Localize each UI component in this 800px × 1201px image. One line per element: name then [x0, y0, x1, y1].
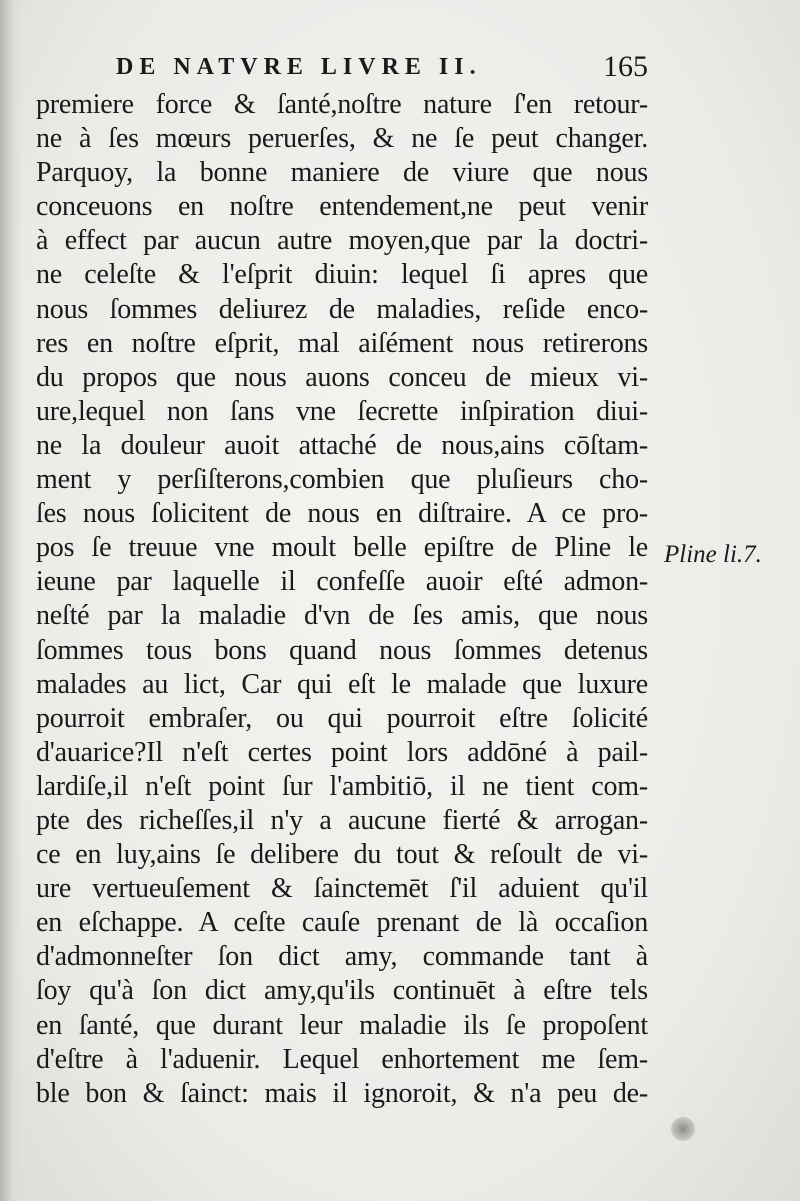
text-line: malades au lict, Car qui eſt le malade que luxure — [36, 668, 648, 700]
page-number: 165 — [603, 50, 648, 83]
text-line: conceuons en noſtre entendement,ne peut venir — [36, 191, 648, 223]
text-line: premiere force & ſanté,noſtre nature ſ'en retour- — [36, 89, 648, 120]
text-line: ce en luy,ains ſe delibere du tout & reſoult de vi- — [36, 839, 648, 871]
text-line: nous ſommes deliurez de maladies, reſide enco- — [36, 293, 648, 325]
text-line: ne à ſes mœurs peruerſes, & ne ſe peut changer. — [36, 123, 648, 155]
text-line: ment y perſiſterons,combien que pluſieurs cho- — [36, 464, 648, 496]
body-text — [36, 88, 648, 1111]
running-head: DE NATVRE LIVRE II. — [116, 54, 482, 80]
text-line: pte des richeſſes,il n'y a aucune fierté & arrogan- — [36, 804, 648, 836]
text-line: pourroit embraſer, ou qui pourroit eſtre ſolicité — [36, 702, 648, 734]
text-line: en ſanté, que durant leur maladie ils ſe propoſent — [36, 1009, 648, 1041]
margin-note: Pline li.7. — [664, 541, 762, 568]
page-header — [108, 50, 648, 90]
text-line: neſté par la maladie d'vn de ſes amis, que nous — [36, 600, 648, 632]
ink-spot — [671, 1117, 695, 1141]
text-line: ſoy qu'à ſon dict amy,qu'ils continuēt à eſtre tels — [36, 975, 648, 1007]
text-line: en eſchappe. A ceſte cauſe prenant de là occaſion — [36, 907, 648, 939]
text-line: pos ſe treuue vne moult belle epiſtre de Pline le — [36, 532, 648, 564]
text-line: ieune par laquelle il confeſſe auoir eſté admon- — [36, 566, 648, 598]
text-line: d'eſtre à l'aduenir. Lequel enhortement me ſem- — [36, 1043, 648, 1075]
text-line: ſommes tous bons quand nous ſommes detenus — [36, 634, 648, 666]
text-line: ne la douleur auoit attaché de nous,ains cōſtam- — [36, 429, 648, 461]
text-line: d'auarice?Il n'eſt certes point lors addōné à pail- — [36, 736, 648, 768]
text-line: du propos que nous auons conceu de mieux vi- — [36, 361, 648, 393]
text-line: ble bon & ſainct: mais il ignoroit, & n'a peu de- — [36, 1077, 648, 1109]
text-line: ne celeſte & l'eſprit diuin: lequel ſi apres que — [36, 259, 648, 291]
gutter-shadow — [0, 0, 22, 1201]
text-line: res en noſtre eſprit, mal aiſément nous retirerons — [36, 327, 648, 359]
text-line: à effect par aucun autre moyen,que par la doctri- — [36, 225, 648, 257]
text-line: ſes nous ſolicitent de nous en diſtraire. A ce pro- — [36, 498, 648, 530]
text-line: ure vertueuſement & ſainctemēt ſ'il aduient qu'il — [36, 873, 648, 905]
text-line: lardiſe,il n'eſt point ſur l'ambitiō, il ne tient com- — [36, 770, 648, 802]
text-line: d'admonneſter ſon dict amy, commande tant à — [36, 941, 648, 973]
text-line: ure,lequel non ſans vne ſecrette inſpiration diui- — [36, 395, 648, 427]
text-line: Parquoy, la bonne maniere de viure que nous — [36, 157, 648, 189]
